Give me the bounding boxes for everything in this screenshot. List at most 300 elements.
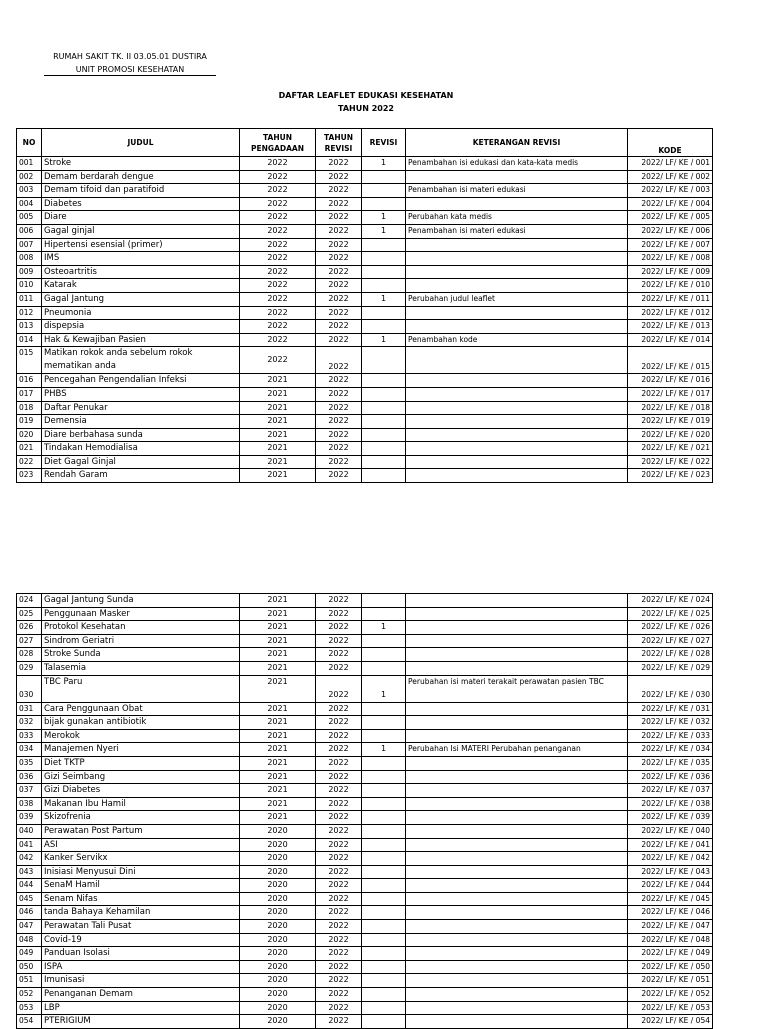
cell-tahun-pengadaan: 2022: [240, 320, 316, 334]
cell-judul: Diare berbahasa sunda: [42, 428, 240, 442]
table-row: [17, 729, 713, 743]
cell-no: 048: [17, 933, 42, 947]
cell-revisi: [362, 634, 406, 648]
cell-no: 025: [17, 607, 42, 621]
cell-tahun-revisi: 2022: [316, 374, 362, 388]
cell-tahun-revisi: 2022: [316, 265, 362, 279]
cell-keterangan: [406, 401, 628, 415]
cell-keterangan: Penambahan kode: [406, 333, 628, 347]
cell-tahun-pengadaan: 2021: [240, 428, 316, 442]
cell-tahun-revisi: 2022: [316, 170, 362, 184]
cell-revisi: [362, 838, 406, 852]
cell-keterangan: [406, 279, 628, 293]
table-row: [17, 374, 713, 388]
cell-kode: 2022/ LF/ KE / 026: [628, 621, 713, 635]
cell-revisi: 1: [362, 675, 406, 702]
table-row: [17, 428, 713, 442]
leaflet-table-part-2: [16, 593, 713, 1029]
document-year: TAHUN 2022: [338, 104, 394, 113]
cell-keterangan: [406, 648, 628, 662]
cell-keterangan: [406, 784, 628, 798]
cell-tahun-pengadaan: 2021: [240, 415, 316, 429]
cell-tahun-revisi: 2022: [316, 852, 362, 866]
cell-no: 026: [17, 621, 42, 635]
cell-no: 027: [17, 634, 42, 648]
table-row: [17, 906, 713, 920]
cell-tahun-pengadaan: 2021: [240, 770, 316, 784]
cell-tahun-pengadaan: 2020: [240, 1001, 316, 1015]
table-row: [17, 797, 713, 811]
cell-tahun-pengadaan: 2020: [240, 974, 316, 988]
cell-keterangan: [406, 252, 628, 266]
cell-tahun-pengadaan: 2020: [240, 920, 316, 934]
col-judul: JUDUL: [42, 129, 240, 157]
table-row: [17, 333, 713, 347]
cell-kode: 2022/ LF/ KE / 040: [628, 824, 713, 838]
cell-keterangan: [406, 756, 628, 770]
cell-no: 035: [17, 756, 42, 770]
table-row: [17, 469, 713, 483]
cell-kode: 2022/ LF/ KE / 029: [628, 661, 713, 675]
cell-tahun-pengadaan: 2022: [240, 252, 316, 266]
table-row: [17, 960, 713, 974]
cell-kode: 2022/ LF/ KE / 043: [628, 865, 713, 879]
cell-revisi: [362, 320, 406, 334]
table-row: [17, 784, 713, 798]
cell-no: 049: [17, 947, 42, 961]
cell-tahun-revisi: 2022: [316, 238, 362, 252]
cell-keterangan: [406, 469, 628, 483]
table-row: [17, 770, 713, 784]
cell-judul: Perawatan Tali Pusat: [42, 920, 240, 934]
cell-tahun-pengadaan: 2021: [240, 784, 316, 798]
cell-keterangan: [406, 947, 628, 961]
cell-tahun-revisi: 2022: [316, 279, 362, 293]
cell-tahun-pengadaan: 2020: [240, 865, 316, 879]
cell-judul: dispepsia: [42, 320, 240, 334]
cell-revisi: [362, 879, 406, 893]
cell-tahun-revisi: 2022: [316, 960, 362, 974]
col-tahun-pengadaan-line2: PENGADAAN: [251, 143, 304, 153]
cell-keterangan: [406, 865, 628, 879]
cell-tahun-pengadaan: 2021: [240, 743, 316, 757]
cell-kode: 2022/ LF/ KE / 017: [628, 387, 713, 401]
table-row: [17, 865, 713, 879]
cell-revisi: [362, 279, 406, 293]
cell-revisi: [362, 648, 406, 662]
table-row: [17, 838, 713, 852]
cell-tahun-revisi: 2022: [316, 974, 362, 988]
cell-tahun-revisi: 2022: [316, 947, 362, 961]
cell-kode: 2022/ LF/ KE / 053: [628, 1001, 713, 1015]
cell-revisi: [362, 170, 406, 184]
cell-no: 015: [17, 347, 42, 374]
table-row: [17, 607, 713, 621]
cell-keterangan: [406, 265, 628, 279]
cell-revisi: [362, 197, 406, 211]
cell-revisi: [362, 811, 406, 825]
table-row: [17, 879, 713, 893]
table-row: [17, 387, 713, 401]
cell-tahun-revisi: 2022: [316, 933, 362, 947]
cell-judul: Merokok: [42, 729, 240, 743]
cell-kode: 2022/ LF/ KE / 027: [628, 634, 713, 648]
cell-kode: 2022/ LF/ KE / 022: [628, 455, 713, 469]
cell-tahun-revisi: 2022: [316, 1015, 362, 1029]
cell-judul: Katarak: [42, 279, 240, 293]
cell-no: 002: [17, 170, 42, 184]
cell-keterangan: [406, 320, 628, 334]
cell-kode: 2022/ LF/ KE / 014: [628, 333, 713, 347]
cell-tahun-revisi: 2022: [316, 743, 362, 757]
cell-kode: 2022/ LF/ KE / 020: [628, 428, 713, 442]
cell-tahun-pengadaan: 2021: [240, 702, 316, 716]
cell-no: 036: [17, 770, 42, 784]
cell-no: 040: [17, 824, 42, 838]
cell-revisi: [362, 702, 406, 716]
cell-tahun-revisi: 2022: [316, 621, 362, 635]
cell-no: 043: [17, 865, 42, 879]
cell-tahun-pengadaan: 2021: [240, 634, 316, 648]
cell-tahun-pengadaan: 2021: [240, 469, 316, 483]
cell-kode: 2022/ LF/ KE / 031: [628, 702, 713, 716]
cell-keterangan: Perubahan kata medis: [406, 211, 628, 225]
cell-tahun-pengadaan: 2021: [240, 797, 316, 811]
cell-tahun-revisi: 2022: [316, 729, 362, 743]
cell-tahun-revisi: 2022: [316, 1001, 362, 1015]
cell-tahun-pengadaan: 2021: [240, 442, 316, 456]
cell-revisi: [362, 729, 406, 743]
cell-revisi: [362, 906, 406, 920]
cell-kode: 2022/ LF/ KE / 015: [628, 347, 713, 374]
cell-kode: 2022/ LF/ KE / 054: [628, 1015, 713, 1029]
cell-revisi: [362, 716, 406, 730]
cell-revisi: [362, 469, 406, 483]
cell-revisi: [362, 374, 406, 388]
cell-tahun-revisi: 2022: [316, 770, 362, 784]
cell-revisi: [362, 347, 406, 374]
cell-kode: 2022/ LF/ KE / 028: [628, 648, 713, 662]
table-row: [17, 197, 713, 211]
cell-keterangan: [406, 1015, 628, 1029]
cell-no: 046: [17, 906, 42, 920]
cell-tahun-pengadaan: 2020: [240, 824, 316, 838]
col-tahun-revisi-line2: REVISI: [324, 143, 353, 153]
cell-judul: Stroke: [42, 157, 240, 171]
cell-tahun-revisi: 2022: [316, 716, 362, 730]
cell-keterangan: [406, 170, 628, 184]
cell-keterangan: [406, 892, 628, 906]
table-row: [17, 252, 713, 266]
cell-judul: Pencegahan Pengendalian Infeksi: [42, 374, 240, 388]
table-row: [17, 1001, 713, 1015]
cell-judul: Panduan Isolasi: [42, 947, 240, 961]
cell-revisi: [362, 974, 406, 988]
table-row: [17, 184, 713, 198]
cell-judul: Demam berdarah dengue: [42, 170, 240, 184]
cell-tahun-pengadaan: 2021: [240, 387, 316, 401]
cell-judul: tanda Bahaya Kehamilan: [42, 906, 240, 920]
cell-no: 033: [17, 729, 42, 743]
cell-judul: IMS: [42, 252, 240, 266]
cell-keterangan: [406, 594, 628, 608]
cell-revisi: [362, 661, 406, 675]
cell-revisi: [362, 184, 406, 198]
cell-keterangan: [406, 428, 628, 442]
cell-keterangan: [406, 442, 628, 456]
cell-kode: 2022/ LF/ KE / 019: [628, 415, 713, 429]
cell-kode: 2022/ LF/ KE / 002: [628, 170, 713, 184]
cell-tahun-revisi: 2022: [316, 401, 362, 415]
cell-no: 041: [17, 838, 42, 852]
cell-judul: PHBS: [42, 387, 240, 401]
cell-tahun-revisi: 2022: [316, 906, 362, 920]
cell-no: 031: [17, 702, 42, 716]
cell-tahun-pengadaan: 2021: [240, 648, 316, 662]
cell-revisi: [362, 306, 406, 320]
cell-judul: Diet Gagal Ginjal: [42, 455, 240, 469]
cell-revisi: [362, 947, 406, 961]
cell-no: 021: [17, 442, 42, 456]
cell-judul: Skizofrenia: [42, 811, 240, 825]
cell-judul: bijak gunakan antibiotik: [42, 716, 240, 730]
cell-judul: Matikan rokok anda sebelum rokok mematikan anda: [42, 347, 240, 374]
cell-judul: LBP: [42, 1001, 240, 1015]
table-row: [17, 238, 713, 252]
cell-kode: 2022/ LF/ KE / 050: [628, 960, 713, 974]
cell-judul: Gizi Seimbang: [42, 770, 240, 784]
cell-tahun-revisi: 2022: [316, 892, 362, 906]
cell-judul: Penanganan Demam: [42, 988, 240, 1002]
cell-revisi: 1: [362, 743, 406, 757]
cell-revisi: [362, 784, 406, 798]
table-row: [17, 933, 713, 947]
cell-tahun-pengadaan: 2022: [240, 211, 316, 225]
cell-judul: Senam Nifas: [42, 892, 240, 906]
cell-revisi: [362, 756, 406, 770]
table-row: [17, 756, 713, 770]
cell-tahun-pengadaan: 2022: [240, 333, 316, 347]
cell-judul: Covid-19: [42, 933, 240, 947]
table-row: [17, 675, 713, 702]
cell-judul: ASI: [42, 838, 240, 852]
cell-kode: 2022/ LF/ KE / 037: [628, 784, 713, 798]
col-no: NO: [17, 129, 42, 157]
cell-tahun-revisi: 2022: [316, 920, 362, 934]
cell-revisi: [362, 607, 406, 621]
cell-keterangan: [406, 197, 628, 211]
cell-revisi: [362, 852, 406, 866]
table-row: [17, 621, 713, 635]
cell-revisi: [362, 238, 406, 252]
cell-judul: Inisiasi Menyusui Dini: [42, 865, 240, 879]
cell-revisi: [362, 1001, 406, 1015]
cell-tahun-revisi: 2022: [316, 415, 362, 429]
table-row: [17, 648, 713, 662]
cell-revisi: [362, 892, 406, 906]
cell-kode: 2022/ LF/ KE / 016: [628, 374, 713, 388]
cell-judul: Sindrom Geriatri: [42, 634, 240, 648]
cell-no: 009: [17, 265, 42, 279]
cell-keterangan: [406, 852, 628, 866]
cell-revisi: [362, 1015, 406, 1029]
cell-keterangan: [406, 374, 628, 388]
cell-tahun-revisi: 2022: [316, 702, 362, 716]
cell-judul: Demensia: [42, 415, 240, 429]
cell-tahun-revisi: 2022: [316, 824, 362, 838]
table-row: [17, 811, 713, 825]
cell-kode: 2022/ LF/ KE / 006: [628, 224, 713, 238]
cell-tahun-revisi: 2022: [316, 838, 362, 852]
cell-revisi: [362, 865, 406, 879]
cell-no: 030: [17, 675, 42, 702]
cell-kode: 2022/ LF/ KE / 001: [628, 157, 713, 171]
cell-keterangan: [406, 415, 628, 429]
cell-tahun-pengadaan: 2020: [240, 838, 316, 852]
cell-tahun-pengadaan: 2020: [240, 852, 316, 866]
cell-revisi: [362, 455, 406, 469]
cell-keterangan: [406, 811, 628, 825]
cell-judul: Rendah Garam: [42, 469, 240, 483]
cell-keterangan: [406, 621, 628, 635]
document-title: DAFTAR LEAFLET EDUKASI KESEHATAN: [278, 91, 454, 100]
table-row: [17, 415, 713, 429]
cell-no: 034: [17, 743, 42, 757]
cell-judul: Penggunaan Masker: [42, 607, 240, 621]
table-row: [17, 292, 713, 306]
cell-kode: 2022/ LF/ KE / 025: [628, 607, 713, 621]
cell-kode: 2022/ LF/ KE / 032: [628, 716, 713, 730]
cell-judul: Pneumonia: [42, 306, 240, 320]
organization-header: [44, 50, 216, 76]
cell-tahun-pengadaan: 2021: [240, 455, 316, 469]
cell-judul: Cara Penggunaan Obat: [42, 702, 240, 716]
cell-tahun-pengadaan: 2020: [240, 892, 316, 906]
cell-tahun-revisi: 2022: [316, 292, 362, 306]
cell-kode: 2022/ LF/ KE / 021: [628, 442, 713, 456]
table-row: [17, 170, 713, 184]
cell-revisi: [362, 824, 406, 838]
cell-revisi: 1: [362, 157, 406, 171]
cell-no: 042: [17, 852, 42, 866]
cell-tahun-pengadaan: 2022: [240, 184, 316, 198]
cell-no: 008: [17, 252, 42, 266]
cell-keterangan: [406, 729, 628, 743]
cell-judul: Protokol Kesehatan: [42, 621, 240, 635]
cell-kode: 2022/ LF/ KE / 036: [628, 770, 713, 784]
cell-judul: Hak & Kewajiban Pasien: [42, 333, 240, 347]
cell-no: 019: [17, 415, 42, 429]
cell-tahun-revisi: 2022: [316, 879, 362, 893]
cell-no: 022: [17, 455, 42, 469]
cell-keterangan: Perubahan Isi MATERI Perubahan penanganan: [406, 743, 628, 757]
table-row: [17, 852, 713, 866]
cell-revisi: [362, 252, 406, 266]
cell-tahun-revisi: 2022: [316, 224, 362, 238]
cell-kode: 2022/ LF/ KE / 004: [628, 197, 713, 211]
cell-judul: Gagal Jantung Sunda: [42, 594, 240, 608]
cell-kode: 2022/ LF/ KE / 038: [628, 797, 713, 811]
cell-revisi: [362, 401, 406, 415]
cell-revisi: [362, 415, 406, 429]
cell-no: 037: [17, 784, 42, 798]
table-row: [17, 824, 713, 838]
cell-revisi: 1: [362, 211, 406, 225]
cell-tahun-revisi: 2022: [316, 157, 362, 171]
cell-kode: 2022/ LF/ KE / 049: [628, 947, 713, 961]
cell-judul: Talasemia: [42, 661, 240, 675]
cell-judul: Makanan Ibu Hamil: [42, 797, 240, 811]
cell-judul: Imunisasi: [42, 974, 240, 988]
cell-keterangan: [406, 960, 628, 974]
col-tahun-pengadaan: [240, 129, 316, 157]
cell-no: 004: [17, 197, 42, 211]
cell-kode: 2022/ LF/ KE / 007: [628, 238, 713, 252]
leaflet-table-part-1: [16, 128, 713, 483]
cell-tahun-pengadaan: 2021: [240, 594, 316, 608]
cell-kode: 2022/ LF/ KE / 035: [628, 756, 713, 770]
table-row: [17, 947, 713, 961]
col-tahun-pengadaan-line1: TAHUN: [263, 132, 292, 142]
cell-revisi: 1: [362, 621, 406, 635]
table-row: [17, 265, 713, 279]
cell-tahun-revisi: 2022: [316, 442, 362, 456]
table-row: [17, 988, 713, 1002]
org-unit: UNIT PROMOSI KESEHATAN: [75, 65, 185, 74]
cell-tahun-pengadaan: 2022: [240, 306, 316, 320]
cell-tahun-revisi: 2022: [316, 306, 362, 320]
cell-tahun-revisi: 2022: [316, 797, 362, 811]
col-tahun-revisi-line1: TAHUN: [324, 132, 353, 142]
cell-tahun-pengadaan: 2021: [240, 756, 316, 770]
table-row: [17, 594, 713, 608]
cell-revisi: [362, 933, 406, 947]
cell-tahun-pengadaan: 2022: [240, 197, 316, 211]
cell-no: 001: [17, 157, 42, 171]
cell-no: 051: [17, 974, 42, 988]
table-row: [17, 306, 713, 320]
cell-judul: Demam tifoid dan paratifoid: [42, 184, 240, 198]
cell-kode: 2022/ LF/ KE / 052: [628, 988, 713, 1002]
cell-tahun-pengadaan: 2021: [240, 811, 316, 825]
table-row: [17, 702, 713, 716]
cell-no: 017: [17, 387, 42, 401]
cell-kode: 2022/ LF/ KE / 009: [628, 265, 713, 279]
cell-tahun-pengadaan: 2022: [240, 279, 316, 293]
cell-kode: 2022/ LF/ KE / 033: [628, 729, 713, 743]
cell-keterangan: [406, 306, 628, 320]
cell-tahun-pengadaan: 2022: [240, 170, 316, 184]
cell-no: 014: [17, 333, 42, 347]
cell-revisi: [362, 594, 406, 608]
cell-tahun-pengadaan: 2022: [240, 292, 316, 306]
cell-judul: SenaM Hamil: [42, 879, 240, 893]
cell-tahun-pengadaan: 2021: [240, 374, 316, 388]
cell-tahun-revisi: 2022: [316, 675, 362, 702]
cell-no: 029: [17, 661, 42, 675]
cell-tahun-pengadaan: 2020: [240, 1015, 316, 1029]
cell-no: 003: [17, 184, 42, 198]
cell-revisi: [362, 920, 406, 934]
cell-kode: 2022/ LF/ KE / 005: [628, 211, 713, 225]
cell-no: 044: [17, 879, 42, 893]
cell-tahun-revisi: 2022: [316, 347, 362, 374]
cell-tahun-revisi: 2022: [316, 784, 362, 798]
org-name: RUMAH SAKIT TK. II 03.05.01 DUSTIRA: [53, 52, 207, 61]
cell-no: 032: [17, 716, 42, 730]
cell-keterangan: Penambahan isi edukasi dan kata-kata medis: [406, 157, 628, 171]
cell-kode: 2022/ LF/ KE / 003: [628, 184, 713, 198]
